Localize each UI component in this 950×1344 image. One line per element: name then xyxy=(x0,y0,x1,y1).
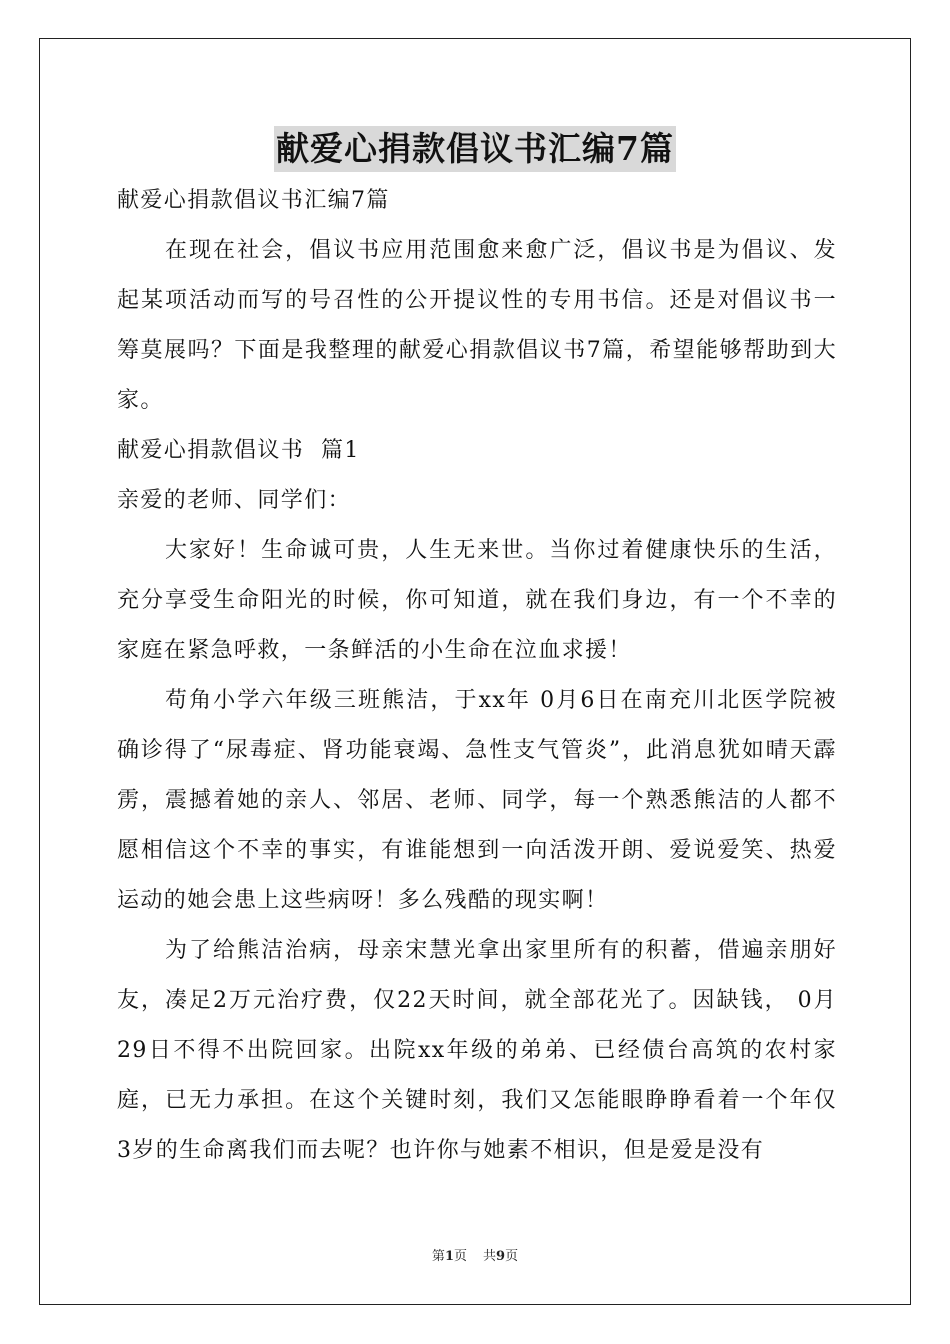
footer-total-suffix: 页 xyxy=(505,1249,519,1264)
document-title: 献爱心捐款倡议书汇编7篇 xyxy=(274,126,676,172)
footer-total-prefix: 共 xyxy=(483,1249,497,1264)
page-footer xyxy=(0,1245,950,1264)
title-block xyxy=(0,126,950,172)
footer-page-mid: 页 xyxy=(453,1249,467,1264)
body-paragraph: 苟角小学六年级三班熊洁，于xx年 0月6日在南充川北医学院被确诊得了“尿毒症、肾功能衰竭、急性支气管炎”，此消息犹如晴天霹雳，震撼着她的亲人、邻居、老师、同学，每一个熟悉熊洁的人都不愿相信这个不幸的事实，有谁能想到一向活泼开朗、爱说爱笑、热爱运动的她会患上这些病呀！多么残酷的现实啊！ xyxy=(117,688,837,913)
body-paragraph: 大家好！生命诚可贵，人生无来世。当你过着健康快乐的生活，充分享受生命阳光的时候，你可知道，就在我们身边，有一个不幸的家庭在紧急呼救，一条鲜活的小生命在泣血求援！ xyxy=(117,538,837,663)
footer-page-total: 9 xyxy=(496,1249,506,1264)
footer-page-prefix: 第 xyxy=(431,1249,445,1264)
document-body xyxy=(117,176,837,1176)
salutation: 亲爱的老师、同学们： xyxy=(117,488,352,513)
body-paragraph: 为了给熊洁治病，母亲宋慧光拿出家里所有的积蓄，借遍亲朋好友，凑足2万元治疗费，仅22天时间，就全部花光了。因缺钱， 0月29日不得不出院回家。出院xx年级的弟弟、已经债台高筑的农村家庭，已无力承担。在这个关键时刻，我们又怎能眼睁睁看着一个年仅 3岁的生命离我们而去呢？也许你与她素不相识，但是爱是没有 xyxy=(117,938,837,1163)
subtitle-line: 献爱心捐款倡议书汇编7篇 xyxy=(117,188,390,213)
footer-page-current: 1 xyxy=(444,1249,454,1264)
intro-paragraph: 在现在社会，倡议书应用范围愈来愈广泛，倡议书是为倡议、发起某项活动而写的号召性的公开提议性的专用书信。还是对倡议书一筹莫展吗？下面是我整理的献爱心捐款倡议书7篇，希望能够帮助到大家。 xyxy=(117,238,837,413)
section-heading: 献爱心捐款倡议书 篇1 xyxy=(117,438,360,463)
